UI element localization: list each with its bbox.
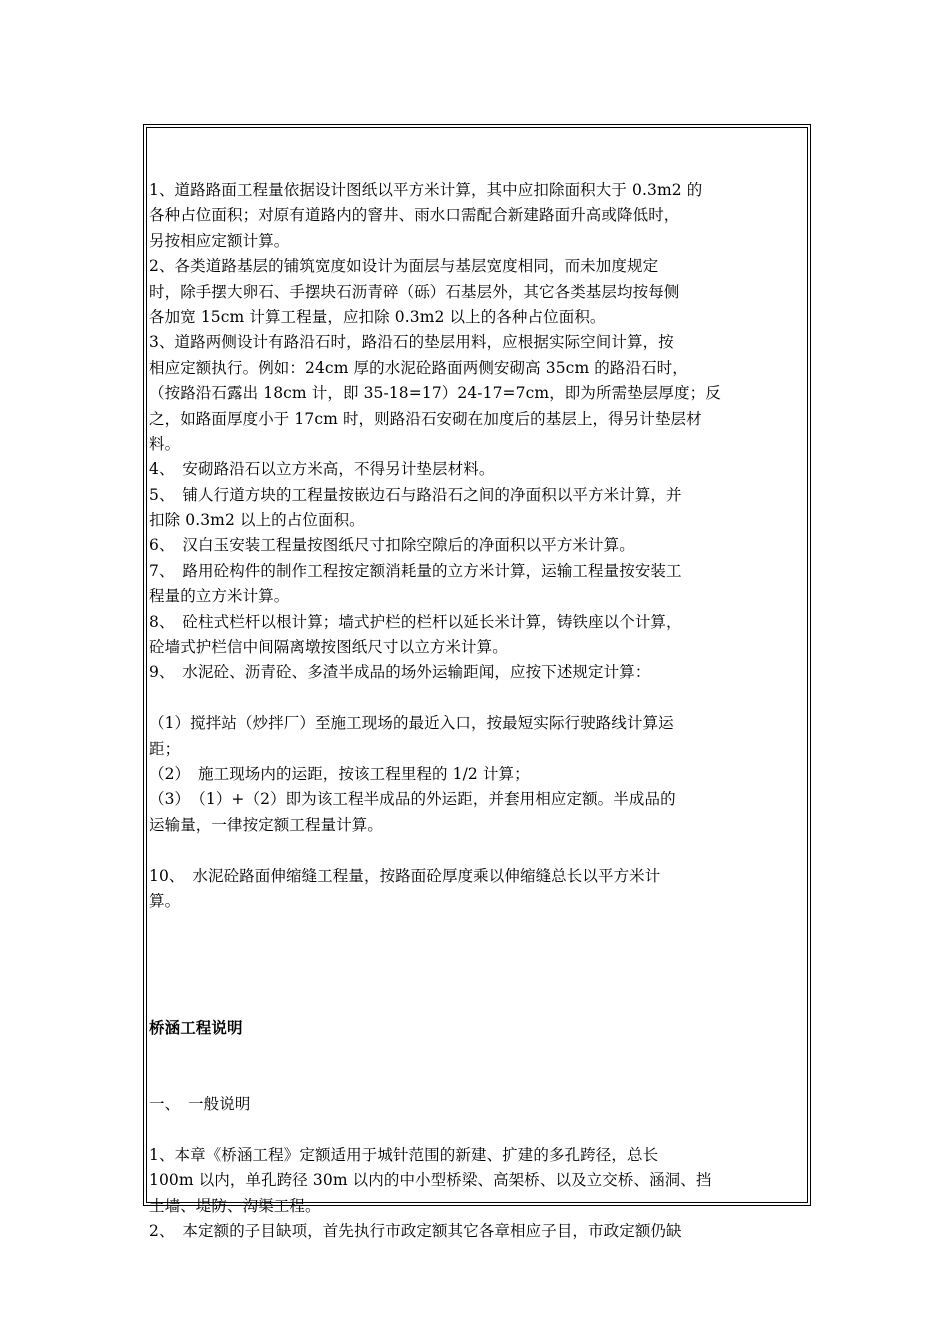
section-heading: 桥涵工程说明 [149, 1018, 243, 1037]
text-line: 之，如路面厚度小于 17cm 时，则路沿石安砌在加度后的基层上，得另计垫层材 [149, 409, 702, 428]
blank-line [149, 914, 804, 939]
text-line: 2、 本定额的子目缺项，首先执行市政定额其它各章相应子目，市政定额仍缺 [149, 1222, 682, 1241]
text-line: 各种占位面积；对原有道路内的窨井、雨水口需配合新建路面升高或降低时， [149, 206, 680, 225]
text-line: 运输量，一律按定额工程量计算。 [149, 815, 384, 834]
text-line: 相应定额执行。例如：24cm 厚的水泥砼路面两侧安砌高 35cm 的路沿石时， [149, 358, 688, 377]
text-line: （3） （1）+（2）即为该工程半成品的外运距，并套用相应定额。半成品的 [149, 790, 676, 809]
blank-line [149, 1117, 804, 1142]
text-line: 土墙、堤防、沟渠工程。 [149, 1196, 321, 1215]
subsection-heading: 一、 一般说明 [149, 1095, 251, 1114]
text-line: 6、 汉白玉安装工程量按图纸尺寸扣除空隙后的净面积以平方米计算。 [149, 536, 635, 555]
text-line: 8、 砼柱式栏杆以根计算；墙式护栏的栏杆以延长米计算，铸铁座以个计算， [149, 612, 682, 631]
text-line: 4、 安砌路沿石以立方米高，不得另计垫层材料。 [149, 460, 495, 479]
text-line: 料。 [149, 434, 181, 453]
text-line: 各加宽 15cm 计算工程量，应扣除 0.3m2 以上的各种占位面积。 [149, 307, 606, 326]
blank-line [149, 991, 804, 1016]
text-line: 时，除手摆大卵石、手摆块石沥青碎（砾）石基层外，其它各类基层均按每侧 [149, 282, 680, 301]
blank-line [149, 965, 804, 990]
text-line: 扣除 0.3m2 以上的占位面积。 [149, 511, 365, 530]
blank-line [149, 838, 804, 863]
text-line: 100m 以内，单孔跨径 30m 以内的中小型桥梁、高架桥、以及立交桥、涵洞、挡 [149, 1171, 712, 1190]
text-line: 3、道路两侧设计有路沿石时，路沿石的垫层用料，应根据实际空间计算，按 [149, 333, 674, 352]
text-line: 算。 [149, 891, 181, 910]
text-line: 另按相应定额计算。 [149, 231, 290, 250]
text-line: 距； [149, 739, 181, 758]
text-line: （1）搅拌站（炒拌厂）至施工现场的最近入口，按最短实际行驶路线计算运 [149, 714, 674, 733]
text-line: 1、道路路面工程量依据设计图纸以平方米计算，其中应扣除面积大于 0.3m2 的 [149, 181, 703, 199]
blank-line [149, 940, 804, 965]
text-line: 10、 水泥砼路面伸缩缝工程量，按路面砼厚度乘以伸缩缝总长以平方米计 [149, 866, 661, 885]
document-body [149, 178, 804, 1244]
blank-line [149, 686, 804, 711]
text-line: 1、本章《桥涵工程》定额适用于城针范围的新建、扩建的多孔跨径，总长 [149, 1145, 659, 1164]
text-line: 5、 铺人行道方块的工程量按嵌边石与路沿石之间的净面积以平方米计算，并 [149, 485, 682, 504]
text-line: 砼墙式护栏信中间隔离墩按图纸尺寸以立方米计算。 [149, 638, 508, 657]
text-line: 程量的立方米计算。 [149, 587, 290, 606]
text-line: 7、 路用砼构件的制作工程按定额消耗量的立方米计算，运输工程量按安装工 [149, 561, 682, 580]
table-cell [146, 127, 808, 1241]
blank-line [149, 1041, 804, 1066]
text-line: （按路沿石露出 18cm 计，即 35-18=17）24-17=7cm，即为所需垫层厚度；反 [149, 384, 721, 403]
text-line: （2） 施工现场内的运距，按该工程里程的 1/2 计算； [149, 764, 530, 783]
text-line: 2、各类道路基层的铺筑宽度如设计为面层与基层宽度相同，而未加度规定 [149, 257, 659, 276]
blank-line [149, 1067, 804, 1092]
text-line: 9、 水泥砼、沥青砼、多渣半成品的场外运输距闻，应按下述规定计算： [149, 663, 651, 682]
